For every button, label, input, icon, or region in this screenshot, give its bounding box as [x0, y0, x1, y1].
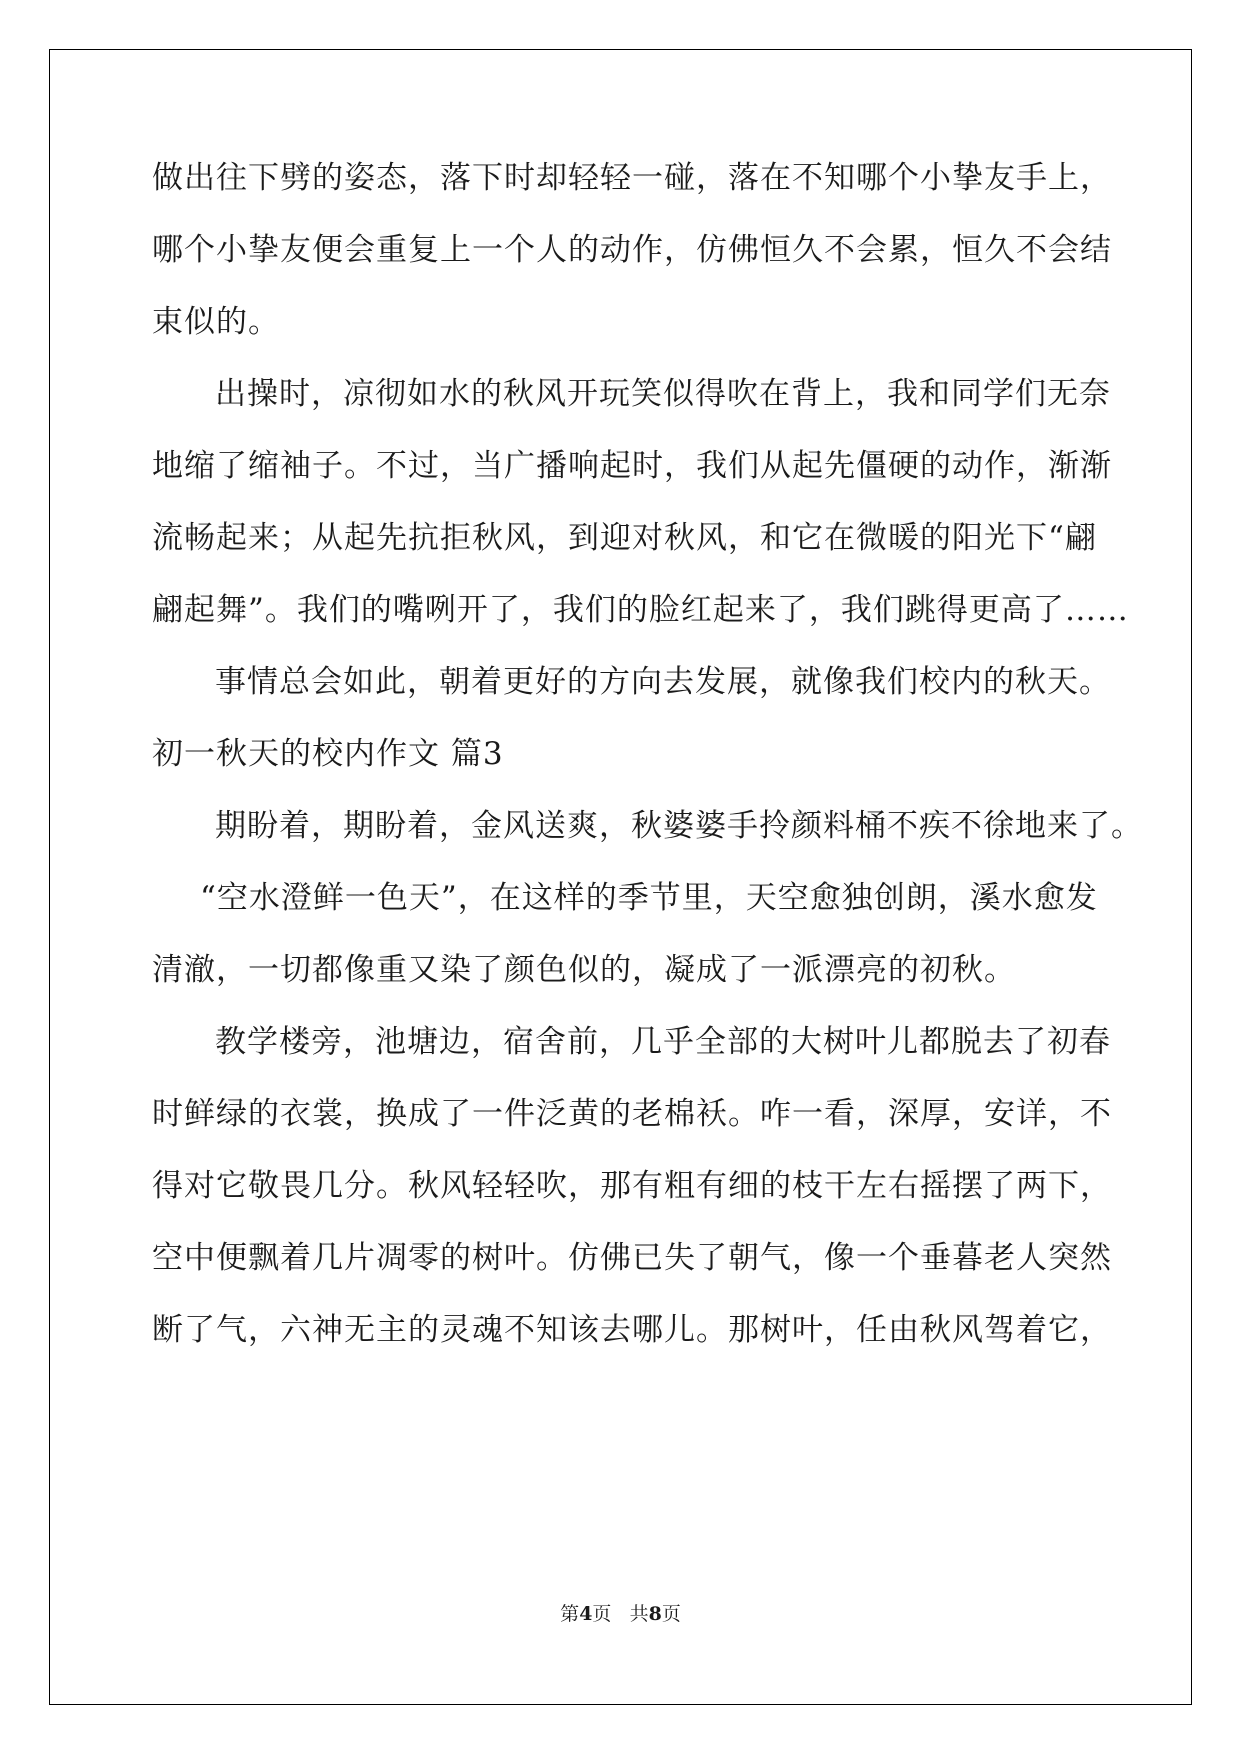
current-page-number: 4	[579, 1603, 593, 1625]
footer-prefix: 第	[560, 1603, 580, 1625]
paragraph-line: 哪个小挚友便会重复上一个人的动作，仿佛恒久不会累，恒久不会结	[152, 232, 1112, 268]
total-page-count: 8	[648, 1603, 662, 1625]
page-border	[49, 49, 1192, 1705]
paragraph-line: 期盼着，期盼着，金风送爽，秋婆婆手拎颜料桶不疾不徐地来了。	[215, 808, 1143, 844]
paragraph-line: 出操时，凉彻如水的秋风开玩笑似得吹在背上，我和同学们无奈	[215, 376, 1111, 412]
paragraph-line: “空水澄鲜一色天”，在这样的季节里，天空愈独创朗，溪水愈发	[200, 880, 1098, 916]
paragraph-line: 流畅起来；从起先抗拒秋风，到迎对秋风，和它在微暖的阳光下“翩	[152, 520, 1097, 556]
paragraph-line: 时鲜绿的衣裳，换成了一件泛黄的老棉袄。咋一看，深厚，安详，不	[152, 1096, 1112, 1132]
page-footer	[0, 1602, 1241, 1626]
paragraph-line: 做出往下劈的姿态，落下时却轻轻一碰，落在不知哪个小挚友手上，	[152, 160, 1112, 196]
paragraph-line: 地缩了缩袖子。不过，当广播响起时，我们从起先僵硬的动作，渐渐	[152, 448, 1112, 484]
section-heading: 初一秋天的校内作文 篇3	[152, 736, 504, 772]
paragraph-line: 断了气，六神无主的灵魂不知该去哪儿。那树叶，任由秋风驾着它，	[152, 1312, 1112, 1348]
paragraph-line: 翩起舞”。我们的嘴咧开了，我们的脸红起来了，我们跳得更高了……	[152, 592, 1129, 628]
paragraph-line: 清澈，一切都像重又染了颜色似的，凝成了一派漂亮的初秋。	[152, 952, 1016, 988]
footer-page-suffix: 页	[592, 1603, 612, 1625]
paragraph-line: 束似的。	[152, 304, 280, 340]
footer-total-prefix: 共	[629, 1603, 649, 1625]
paragraph-line: 得对它敬畏几分。秋风轻轻吹，那有粗有细的枝干左右摇摆了两下，	[152, 1168, 1112, 1204]
footer-total-suffix: 页	[661, 1603, 681, 1625]
paragraph-line: 事情总会如此，朝着更好的方向去发展，就像我们校内的秋天。	[215, 664, 1111, 700]
paragraph-line: 教学楼旁，池塘边，宿舍前，几乎全部的大树叶儿都脱去了初春	[215, 1024, 1111, 1060]
paragraph-line: 空中便飘着几片凋零的树叶。仿佛已失了朝气，像一个垂暮老人突然	[152, 1240, 1112, 1276]
